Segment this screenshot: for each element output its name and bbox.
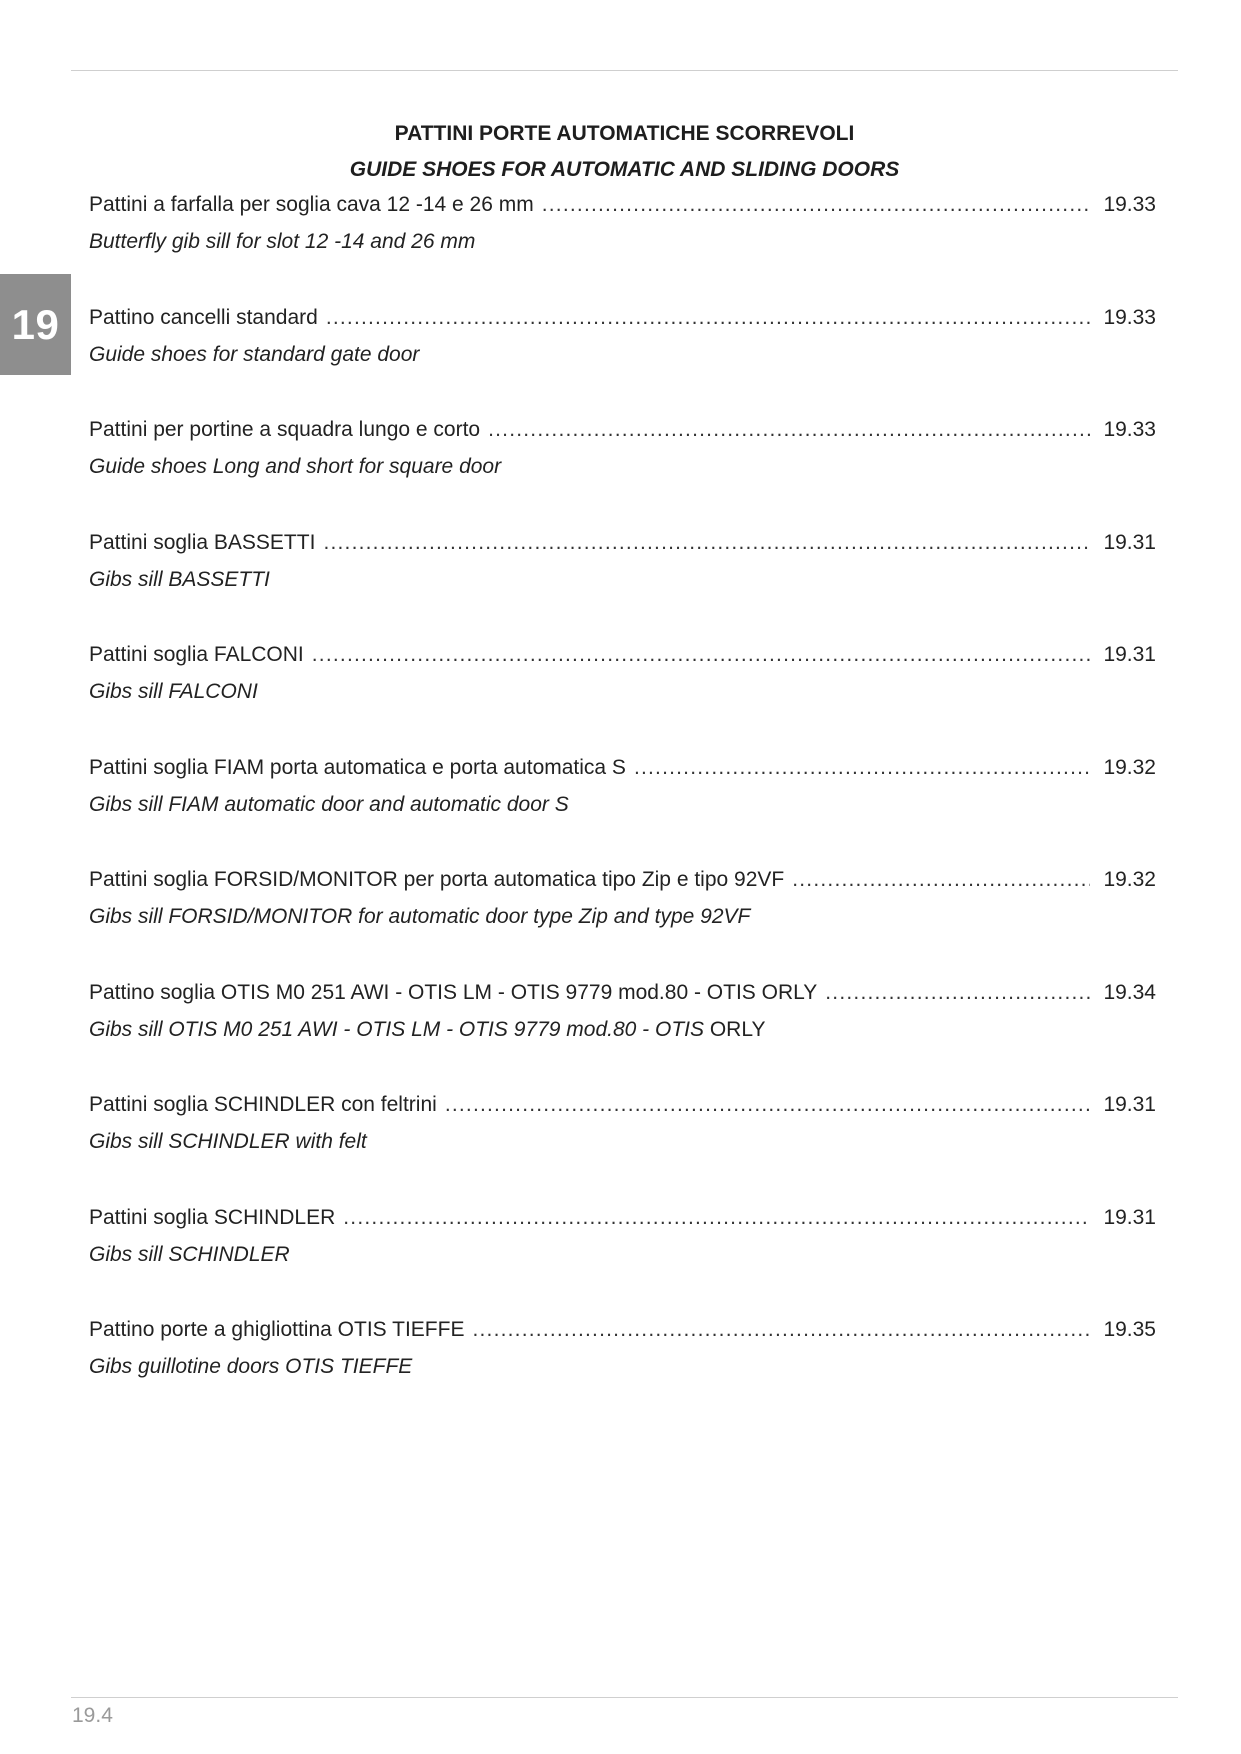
dot-leader [488, 416, 1090, 444]
entry-subtitle: Gibs guillotine doors OTIS TIEFFE [89, 1355, 413, 1378]
index-entry [89, 1204, 1156, 1317]
index-entry [89, 866, 1156, 979]
dot-leader [312, 641, 1090, 669]
entry-page-number[interactable]: 19.33 [1103, 193, 1156, 216]
index-entry [89, 304, 1156, 417]
index-list [89, 191, 1156, 1429]
section-title-english: GUIDE SHOES FOR AUTOMATIC AND SLIDING DOORS [349, 158, 900, 181]
dot-leader [825, 979, 1090, 1007]
entry-page-number[interactable]: 19.33 [1103, 305, 1156, 329]
index-entry [89, 191, 1156, 304]
entry-page-number[interactable]: 19.31 [1103, 530, 1156, 554]
entry-title: Pattino porte a ghigliottina OTIS TIEFFE [89, 1318, 465, 1341]
index-entry [89, 1316, 1156, 1429]
index-entry [89, 979, 1156, 1092]
entry-page-number[interactable]: 19.32 [1103, 868, 1156, 891]
entry-title: Pattini a farfalla per soglia cava 12 -14 e 26 mm [89, 193, 534, 216]
index-entry [89, 754, 1156, 867]
entry-title: Pattini soglia SCHINDLER [89, 1205, 336, 1229]
page-number: 19.4 [72, 1704, 113, 1727]
dot-leader [323, 529, 1090, 557]
entry-page-number[interactable]: 19.31 [1103, 643, 1156, 666]
entry-page-number[interactable]: 19.35 [1103, 1318, 1156, 1341]
entry-title: Pattini soglia FIAM porta automatica e porta automatica S [89, 755, 626, 779]
dot-leader [542, 191, 1090, 219]
top-divider [71, 70, 1178, 71]
entry-title: Pattini soglia BASSETTI [89, 530, 316, 554]
chapter-tab: 19 [0, 274, 71, 375]
dot-leader [634, 754, 1090, 782]
index-entry [89, 1091, 1156, 1204]
section-title-italian: PATTINI PORTE AUTOMATICHE SCORREVOLI [394, 122, 855, 145]
dot-leader [326, 304, 1090, 332]
dot-leader [343, 1204, 1090, 1232]
index-entry [89, 529, 1156, 642]
entry-subtitle: Gibs sill SCHINDLER [89, 1242, 290, 1266]
entry-title: Pattini soglia SCHINDLER con feltrini [89, 1093, 437, 1116]
entry-title: Pattini per portine a squadra lungo e corto [89, 418, 481, 441]
entry-title: Pattino cancelli standard [89, 305, 318, 329]
dot-leader [472, 1316, 1090, 1344]
entry-page-number[interactable]: 19.33 [1103, 418, 1156, 441]
entry-page-number[interactable]: 19.31 [1103, 1093, 1156, 1116]
entry-subtitle: Guide shoes Long and short for square door [89, 455, 502, 478]
entry-title: Pattini soglia FORSID/MONITOR per porta automatica tipo Zip e tipo 92VF [89, 868, 785, 891]
entry-subtitle: Gibs sill BASSETTI [89, 567, 270, 591]
entry-page-number[interactable]: 19.32 [1103, 755, 1156, 779]
index-entry [89, 416, 1156, 529]
entry-subtitle: Guide shoes for standard gate door [89, 342, 420, 366]
dot-leader [445, 1091, 1090, 1119]
entry-page-number[interactable]: 19.34 [1103, 980, 1156, 1004]
entry-subtitle: Gibs sill FIAM automatic door and automatic door S [89, 792, 569, 816]
entry-subtitle: Gibs sill FORSID/MONITOR for automatic door type Zip and type 92VF [89, 905, 751, 928]
dot-leader [792, 866, 1090, 894]
entry-subtitle: Gibs sill FALCONI [89, 680, 258, 703]
entry-title: Pattino soglia OTIS M0 251 AWI - OTIS LM - OTIS 9779 mod.80 - OTIS ORLY [89, 980, 818, 1004]
index-entry [89, 641, 1156, 754]
entry-subtitle: Gibs sill SCHINDLER with felt [89, 1130, 367, 1153]
entry-page-number[interactable]: 19.31 [1103, 1205, 1156, 1229]
bottom-divider [71, 1697, 1178, 1698]
entry-subtitle: Gibs sill OTIS M0 251 AWI - OTIS LM - OTIS 9779 mod.80 - OTIS ORLY [89, 1017, 766, 1041]
entry-title: Pattini soglia FALCONI [89, 643, 304, 666]
entry-subtitle: Butterfly gib sill for slot 12 -14 and 26 mm [89, 230, 476, 253]
